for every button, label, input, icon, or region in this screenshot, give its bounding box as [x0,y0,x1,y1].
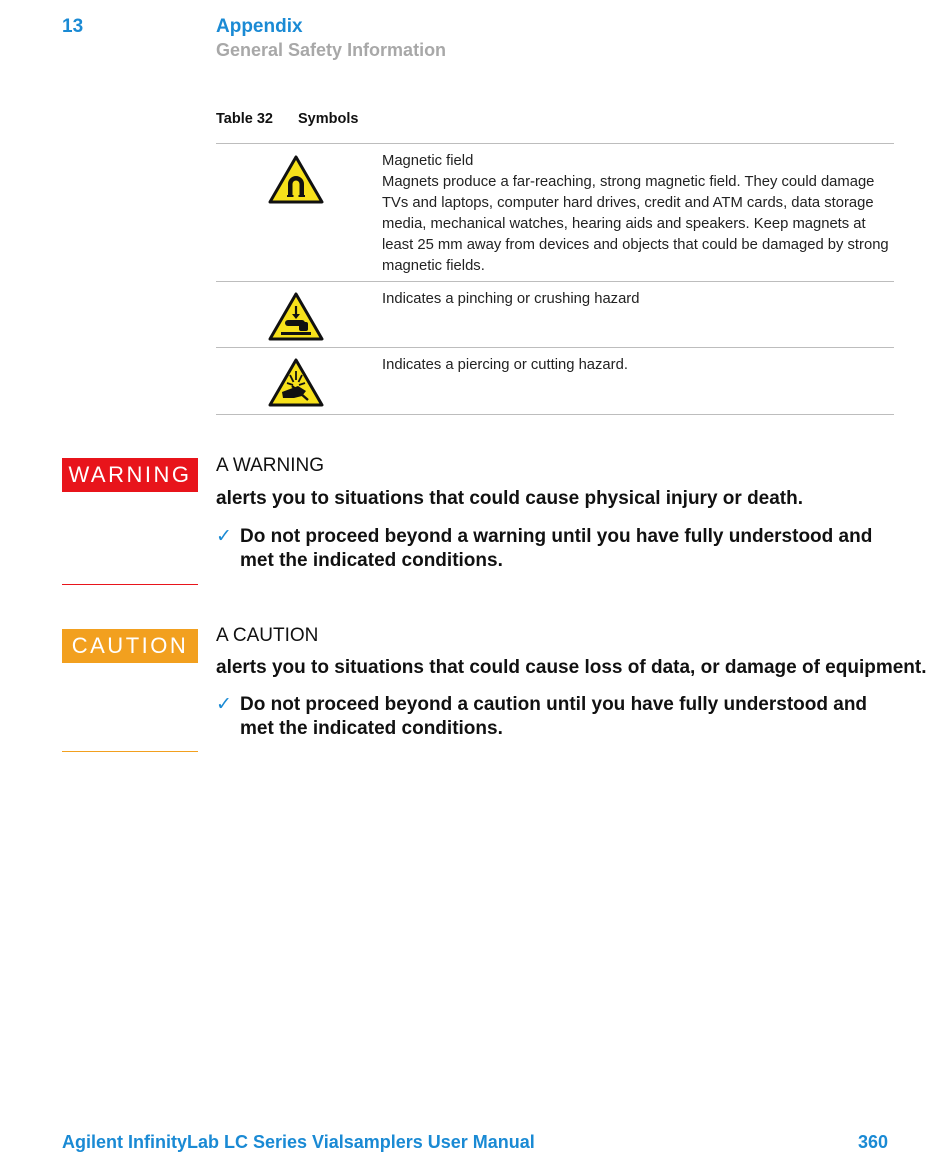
icon-cell [216,144,382,281]
caution-step [216,693,886,741]
icon-cell [216,348,382,414]
chapter-title: Appendix [216,16,303,37]
symbol-description [382,348,894,376]
icon-cell [216,282,382,347]
symbol-text: Indicates a piercing or cutting hazard. [382,357,628,373]
caution-title: A CAUTION [216,625,319,646]
table-caption-label: Table 32 [216,111,273,127]
page-number: 360 [857,1132,888,1152]
caution-divider [62,751,198,752]
symbol-title: Magnetic field [382,153,474,169]
caution-badge: CAUTION [62,629,198,663]
symbol-text: Magnets produce a far-reaching, strong magnetic field. They could damage TVs and laptops, computer hard drives, credit and ATM cards, data storage media, mechanical watches, hearing aids and speakers. Keep magnets at least 25 mm away from devices and objects that could be damaged by strong magnetic fields. [382,174,889,274]
caution-text: alerts you to situations that could cause loss of data, or damage of equipment. [216,657,927,678]
table-caption-title: Symbols [298,111,359,127]
table-row [216,282,894,348]
warning-title: A WARNING [216,455,325,476]
warning-divider [62,584,198,585]
chapter-number: 13 [62,16,84,37]
warning-badge: WARNING [62,458,198,492]
footer-manual-title: Agilent InfinityLab LC Series Vialsamplers User Manual [62,1132,535,1152]
checkmark-icon: ✓ [216,526,232,547]
caution-step-text: Do not proceed beyond a caution until you have fully understood and met the indicated conditions. [240,694,868,739]
table-row [216,348,894,415]
symbol-text: Indicates a pinching or crushing hazard [382,291,640,307]
warning-step-text: Do not proceed beyond a warning until you have fully understood and met the indicated conditions. [240,526,873,571]
warning-step [216,525,886,573]
symbol-description [382,144,894,277]
table-caption [216,111,358,127]
symbols-table [216,143,894,415]
checkmark-icon: ✓ [216,694,232,715]
section-title: General Safety Information [216,40,447,60]
magnetic-field-warning-icon [268,155,324,205]
piercing-hazard-icon [268,358,324,408]
symbol-description [382,282,894,310]
pinching-hazard-icon [268,292,324,342]
warning-text: alerts you to situations that could cause physical injury or death. [216,488,804,509]
table-row [216,144,894,282]
